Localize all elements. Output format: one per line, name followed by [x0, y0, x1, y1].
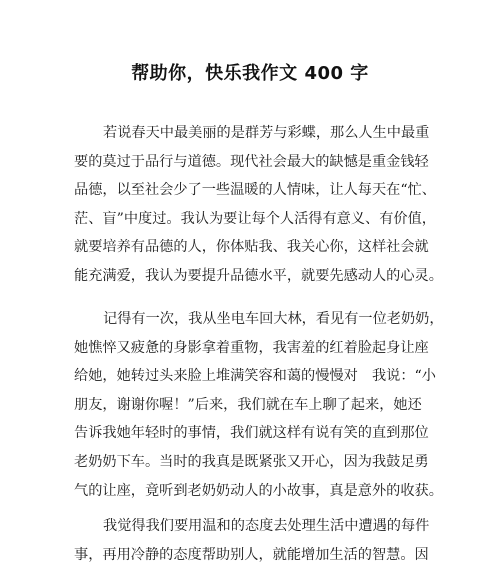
paragraph-line: 若说春天中最美丽的是群芳与彩蝶，那么人生中最重	[103, 125, 430, 141]
paragraph-line: 要的莫过于品行与道德。现代社会最大的缺憾是重金钱轻	[74, 153, 429, 170]
paragraph-1	[74, 119, 443, 291]
paragraph-line: 能充满爱，我认为要提升品德水平，就要先感动人的心灵。	[74, 267, 443, 284]
paragraph-line: 我觉得我们要用温和的态度去处理生活中遭遇的每件	[103, 518, 430, 534]
paragraph-line: 事，再用冷静的态度帮助别人，就能增加生活的智慧。因	[74, 546, 429, 563]
paragraph-line: 品德，以至社会少了一些温暖的人情味，让人每天在“忙、	[74, 182, 436, 199]
paragraph-line: 茫、盲”中度过。我认为要让每个人活得有意义、有价值，	[74, 210, 436, 227]
paragraph-3	[74, 512, 433, 569]
document-title: 帮助你，快乐我作文 400 字	[131, 63, 369, 84]
paragraph-line: 气的让座，竟听到老奶奶动人的小故事，真是意外的收获。	[74, 482, 443, 499]
paragraph-line: 记得有一次，我从坐电车回大林，看见有一位老奶奶，	[103, 311, 444, 327]
paragraph-line: 她憔悴又疲惫的身影拿着重物，我害羞的红着脸起身让座	[74, 339, 429, 356]
paragraph-line: 老奶奶下车。当时的我真是既紧张又开心，因为我鼓足勇	[74, 453, 429, 470]
paragraph-line: 就要培养有品德的人，你体贴我、我关心你，这样社会就	[74, 239, 429, 256]
paragraph-line: 告诉我她年轻时的事情，我们就这样有说有笑的直到那位	[74, 425, 429, 442]
paragraph-2	[74, 305, 444, 505]
paragraph-line: 给她，她转过头来脸上堆满笑容和蔼的慢慢对 我说：“小	[74, 368, 436, 385]
paragraph-line: 朋友，谢谢你喔！”后来，我们就在车上聊了起来，她还	[74, 396, 422, 413]
